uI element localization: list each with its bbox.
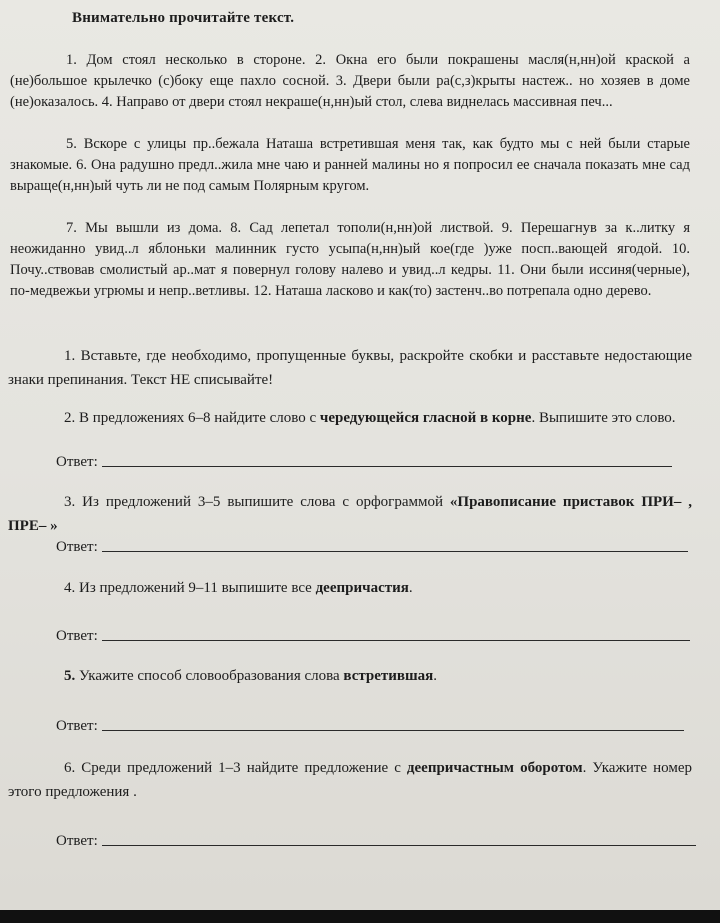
task-1 <box>8 344 692 392</box>
task-text <box>8 756 692 804</box>
paragraph-text: 5. Вскоре с улицы пр..бежала Наташа встретившая меня так, как будто мы с ней были старые знакомые. 6. Она радушно предл..жила мне чаю и ранней малины но я попросил ее сначала показать мне сад выраще(н,нн)ый чуть ли не под самым Полярным кругом. <box>10 136 690 194</box>
task-keyword: деепричастия <box>315 580 409 596</box>
answer-row-4 <box>56 621 690 645</box>
task-text-part: 4. Из предложений 9–11 выпишите все <box>64 580 316 596</box>
answer-line[interactable] <box>102 640 690 641</box>
answer-line[interactable] <box>102 730 684 731</box>
task-keyword: чередующейся гласной в корне <box>319 410 532 426</box>
task-text-part: . <box>433 668 438 684</box>
text-paragraph-1 <box>10 50 690 113</box>
text-paragraph-2 <box>10 134 690 197</box>
answer-label: Ответ: <box>56 833 98 849</box>
task-text-part: 6. Среди предложений 1–3 найдите предложение с <box>64 760 407 776</box>
answer-row-2 <box>56 447 672 471</box>
answer-row-5 <box>56 711 684 735</box>
task-text-part: . <box>408 580 413 596</box>
task-text-part: 2. В предложениях 6–8 найдите слово с <box>64 410 320 426</box>
paragraph-text: 1. Дом стоял несколько в стороне. 2. Окна его были покрашены масля(н,нн)ой краской а (не)большое крылечко (с)боку еще пахло сосной. 3. Двери были ра(с,з)крыты настеж.. но хозяев в доме (не)оказалось. 4. Направо от двери стоял некраше(н,нн)ый стол, слева виднелась массивная печ... <box>10 52 690 110</box>
text-paragraph-3 <box>10 218 690 302</box>
task-keyword: встретившая <box>343 668 434 684</box>
task-text-part: Укажите способ словообразования слова <box>75 668 344 684</box>
task-text <box>8 576 692 600</box>
bottom-dark-border <box>0 910 720 923</box>
answer-line[interactable] <box>102 551 688 552</box>
task-text: 1. Вставьте, где необходимо, пропущенные буквы, раскройте скобки и расставьте недостающие знаки препинания. Текст НЕ списывайте! <box>8 348 692 388</box>
task-text-part: . Выпишите это слово. <box>531 410 676 426</box>
page-title: Внимательно прочитайте текст. <box>72 10 295 26</box>
task-number: 5. <box>64 668 76 684</box>
task-text-part: 3. Из предложений 3–5 выпишите слова с орфограммой <box>64 494 450 510</box>
answer-label: Ответ: <box>56 628 98 644</box>
task-keyword: «Правописание приставок ПРИ– , ПРЕ– » <box>8 494 692 534</box>
answer-line[interactable] <box>102 466 672 467</box>
task-text <box>8 406 692 430</box>
answer-label: Ответ: <box>56 454 98 470</box>
task-text <box>8 490 692 538</box>
task-4 <box>8 576 692 600</box>
task-3 <box>8 490 692 538</box>
answer-label: Ответ: <box>56 718 98 734</box>
task-text-part: . Укажите номер этого предложения . <box>8 760 693 800</box>
answer-line[interactable] <box>102 845 696 846</box>
task-6 <box>8 756 692 804</box>
task-2 <box>8 406 692 430</box>
task-5 <box>8 664 692 688</box>
paragraph-text: 7. Мы вышли из дома. 8. Сад лепетал тополи(н,нн)ой листвой. 9. Перешагнув за к..литку я неожиданно увид..л яблоньки малинник густо усыпа(н,нн)ый кое(где )уже посп..вающей ягодой. 10. Почу..ствовав смолистый ар..мат я повернул голову налево и увид..л кедры. 11. Они были иссиня(черные), по-медвежьи угрюмы и непр..ветливы. 12. Наташа ласково и как(то) застенч..во потрепала одно дерево. <box>10 220 690 299</box>
task-text <box>8 664 692 688</box>
task-keyword: деепричастным оборотом <box>406 760 583 776</box>
answer-label: Ответ: <box>56 539 98 555</box>
answer-row-3 <box>56 532 688 556</box>
answer-row-6 <box>56 826 696 850</box>
